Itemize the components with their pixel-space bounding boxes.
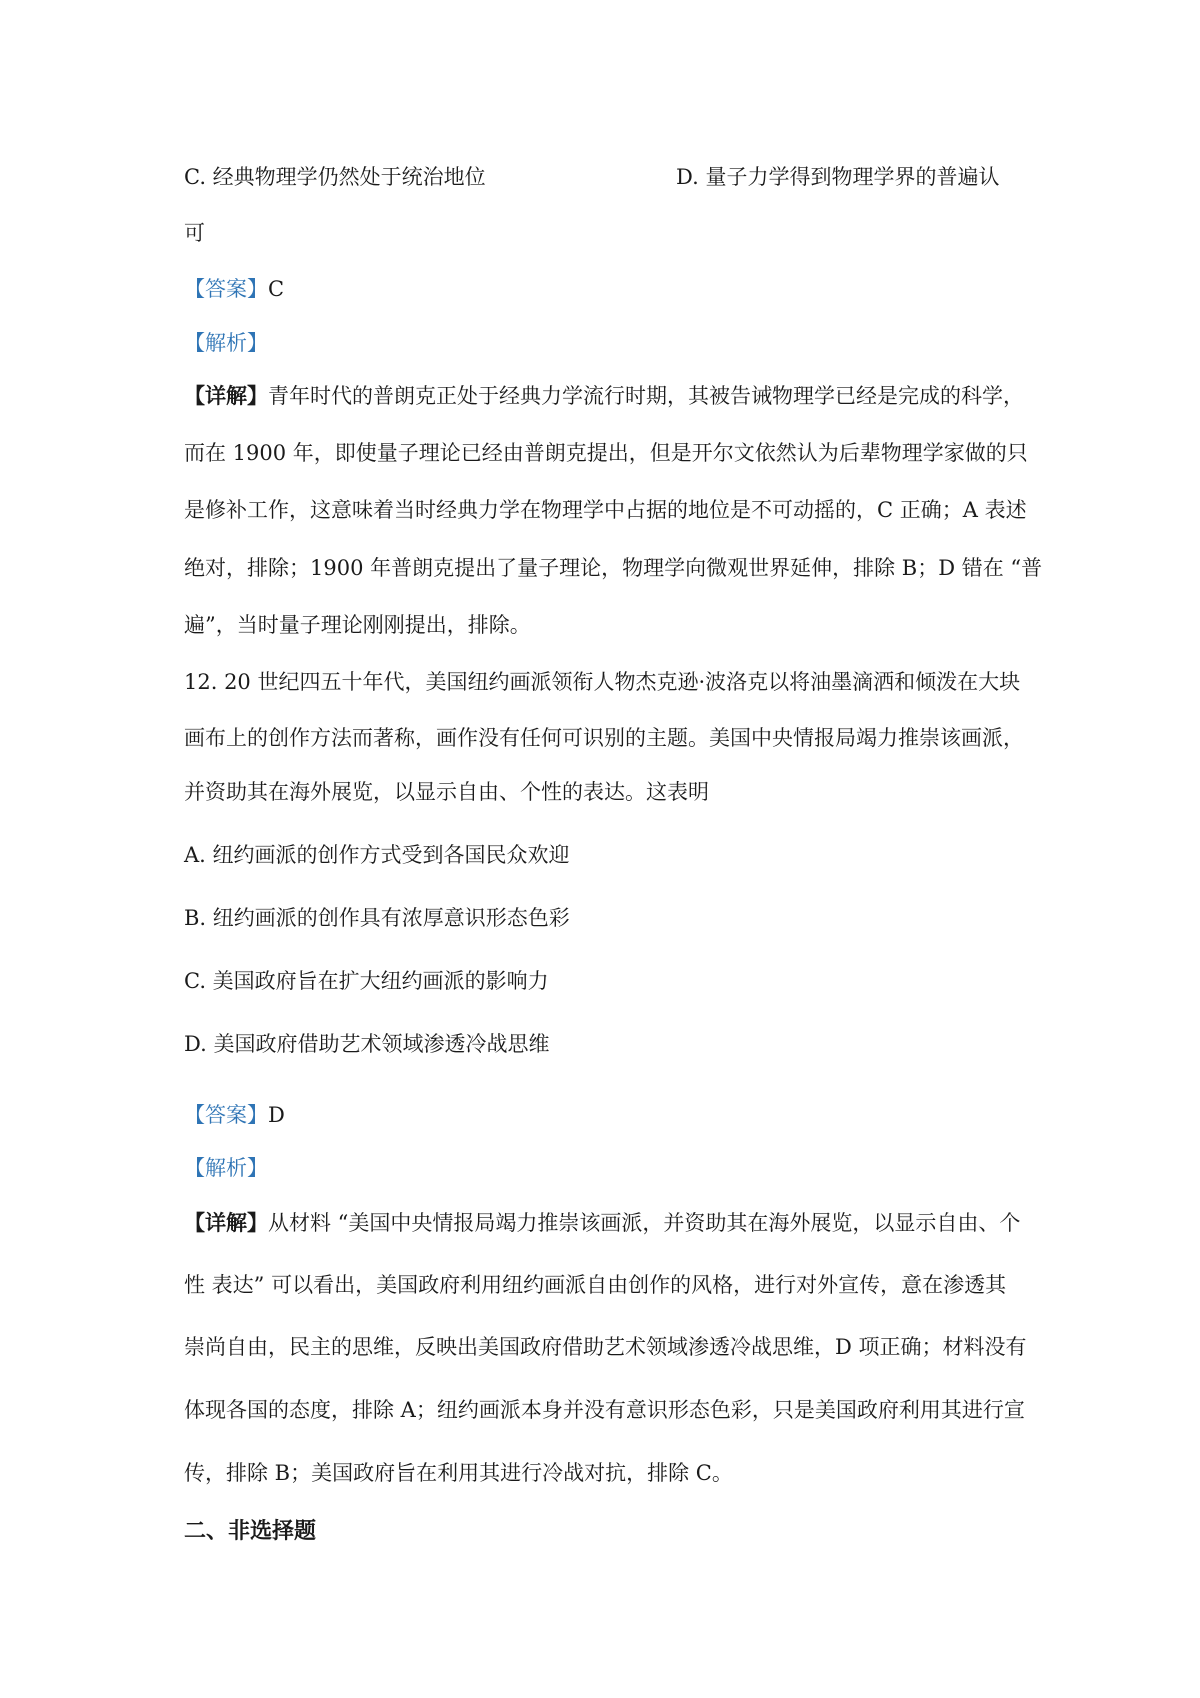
q11-analysis-label: 【解析】 bbox=[184, 331, 268, 355]
q11-option-d: D. 量子力学得到物理学界的普遍认 bbox=[676, 165, 1000, 189]
q12-detail-line-1 bbox=[184, 1208, 1020, 1238]
q12-option-b: B. 纽约画派的创作具有浓厚意识形态色彩 bbox=[184, 906, 570, 930]
q12-stem-line-3: 并资助其在海外展览，以显示自由、个性的表达。这表明 bbox=[184, 780, 709, 804]
answer-label: 【答案】 bbox=[184, 1103, 268, 1127]
q12-detail-line-4: 体现各国的态度，排除 A；纽约画派本身并没有意识形态色彩，只是美国政府利用其进行宣 bbox=[184, 1398, 1025, 1422]
q11-detail-line-1 bbox=[184, 381, 1024, 411]
q11-option-c: C. 经典物理学仍然处于统治地位 bbox=[184, 165, 486, 189]
q12-detail-line-3: 崇尚自由，民主的思维，反映出美国政府借助艺术领域渗透冷战思维，D 项正确；材料没有 bbox=[184, 1335, 1027, 1359]
q12-option-a: A. 纽约画派的创作方式受到各国民众欢迎 bbox=[184, 843, 570, 867]
section-heading: 二、非选择题 bbox=[184, 1518, 317, 1544]
q12-answer bbox=[184, 1100, 285, 1130]
detail-text: 从材料 “美国中央情报局竭力推崇该画派，并资助其在海外展览，以显示自由、个 bbox=[268, 1211, 1021, 1235]
q11-answer bbox=[184, 274, 284, 304]
q12-analysis-label: 【解析】 bbox=[184, 1156, 268, 1180]
q11-detail-line-4: 绝对，排除；1900 年普朗克提出了量子理论，物理学向微观世界延伸，排除 B；D 错在 “普 bbox=[184, 556, 1043, 580]
q12-option-d: D. 美国政府借助艺术领域渗透冷战思维 bbox=[184, 1032, 550, 1056]
q12-detail-line-5: 传，排除 B；美国政府旨在利用其进行冷战对抗，排除 C。 bbox=[184, 1461, 733, 1485]
detail-label: 【详解】 bbox=[184, 383, 268, 408]
q12-stem-line-2: 画布上的创作方法而著称，画作没有任何可识别的主题。美国中央情报局竭力推崇该画派， bbox=[184, 726, 1024, 750]
answer-label: 【答案】 bbox=[184, 277, 268, 301]
q12-option-c: C. 美国政府旨在扩大纽约画派的影响力 bbox=[184, 969, 549, 993]
q11-detail-line-5: 遍”，当时量子理论刚刚提出，排除。 bbox=[184, 613, 531, 637]
q12-stem-line-1: 12. 20 世纪四五十年代，美国纽约画派领衔人物杰克逊·波洛克以将油墨滴洒和倾泼在大块 bbox=[184, 670, 1021, 694]
answer-value: C bbox=[268, 277, 285, 301]
detail-label: 【详解】 bbox=[184, 1210, 268, 1235]
detail-text: 青年时代的普朗克正处于经典力学流行时期，其被告诫物理学已经是完成的科学， bbox=[268, 384, 1024, 408]
q11-option-d-continued: 可 bbox=[184, 221, 205, 245]
answer-value: D bbox=[268, 1103, 285, 1127]
q12-detail-line-2: 性 表达” 可以看出，美国政府利用纽约画派自由创作的风格，进行对外宣传，意在渗透其 bbox=[184, 1273, 1007, 1297]
q11-detail-line-2: 而在 1900 年，即使量子理论已经由普朗克提出，但是开尔文依然认为后辈物理学家做的只 bbox=[184, 441, 1028, 465]
q11-detail-line-3: 是修补工作，这意味着当时经典力学在物理学中占据的地位是不可动摇的，C 正确；A 表述 bbox=[184, 498, 1027, 522]
